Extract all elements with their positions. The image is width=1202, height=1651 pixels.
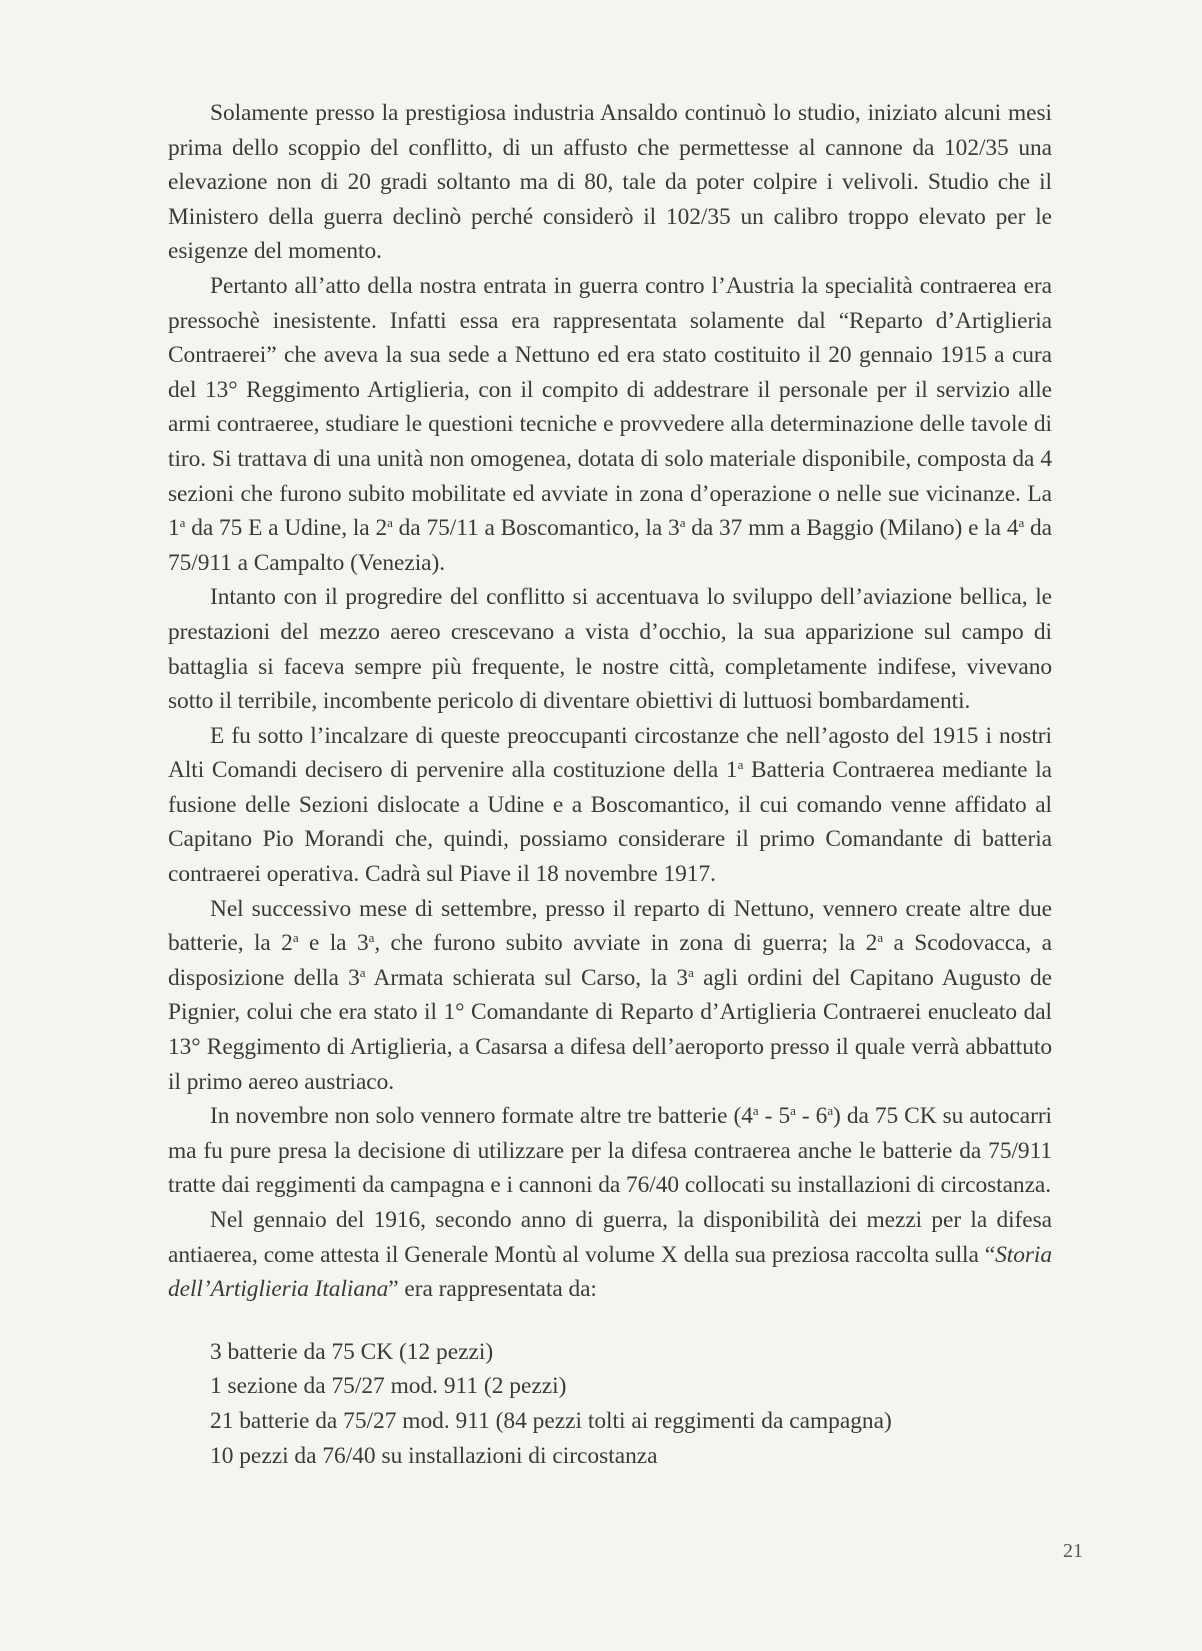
ordinal-superscript: a [688, 964, 694, 980]
ordinal-superscript: a [679, 515, 686, 531]
paragraph-p4 [168, 719, 1052, 892]
paragraph-p5 [168, 892, 1052, 1100]
text-run: ) da 75 CK su autocarri ma fu pure presa la decisione di utilizzare per la difesa contraerea anche le batterie da 75/911 tratte dai reggimenti da campagna e i cannoni da 76/40 collocati su installazioni di circostanza. [168, 1103, 1053, 1199]
list-item: 1 sezione da 75/27 mod. 911 (2 pezzi) [210, 1373, 567, 1400]
ordinal-superscript: a [752, 1103, 759, 1119]
text-run: - 6 [795, 1103, 828, 1130]
ordinal-superscript: a [292, 930, 299, 946]
ordinal-superscript: a [737, 757, 744, 773]
text-run: da 75/11 a Boscomantico, la 3 [392, 515, 680, 542]
list-item: 21 batterie da 75/27 mod. 911 (84 pezzi tolti ai reggimenti da campagna) [210, 1407, 892, 1434]
paragraph-p3 [168, 580, 1052, 718]
text-run: Armata schierata sul Carso, la 3 [365, 964, 689, 991]
ordinal-superscript: a [368, 930, 375, 946]
text-run: Solamente presso la prestigiosa industria Ansaldo continuò lo studio, iniziato alcuni mesi prima dello scoppio del conflitto, di un affusto che permettesse al cannone da 102/35 una elevazione non di 20 gradi soltanto ma di 80, tale da poter colpire i velivoli. Studio che il Ministero della guerra declinò perché considerò il 102/35 un calibro troppo elevato per le esigenze del momento. [168, 100, 1052, 265]
list-item: 3 batterie da 75 CK (12 pezzi) [210, 1338, 494, 1365]
ordinal-superscript: a [877, 930, 884, 946]
paragraph-p2 [168, 269, 1052, 580]
paragraph-p7 [168, 1203, 1052, 1307]
page-number: 21 [1063, 1540, 1083, 1562]
text-run: da 75/911 a Campalto (Venezia). [168, 515, 1053, 576]
ordinal-superscript: a [1018, 515, 1025, 531]
text-run: In novembre non solo vennero formate altre tre batterie (4 [210, 1103, 753, 1130]
equipment-list [210, 1335, 1052, 1473]
ordinal-superscript: a [827, 1103, 834, 1119]
text-run: ” era rappresentata da: [388, 1276, 597, 1303]
ordinal-superscript: a [387, 515, 393, 531]
book-title: Storia dell’Artiglieria Italiana [168, 1241, 1052, 1303]
text-run: a Scodovacca, a disposizione della 3 [168, 930, 1052, 991]
text-run: da 75 E a Udine, la 2 [185, 515, 388, 542]
list-item: 10 pezzi da 76/40 su installazioni di circostanza [210, 1442, 658, 1469]
text-run: e la 3 [298, 930, 369, 957]
text-run: Intanto con il progredire del conflitto si accentuava lo sviluppo dell’aviazione bellica, le prestazioni del mezzo aereo crescevano a vista d’occhio, la sua apparizione sul campo di battaglia si faceva sempre più frequente, le nostre città, completamente indifese, vivevano sotto il terribile, incombente pericolo di diventare obiettivi di luttuosi bombardamenti. [168, 584, 1052, 715]
page-body [168, 96, 1052, 1473]
text-flow [168, 96, 1052, 1307]
text-run: E fu sotto l’incalzare di queste preoccupanti circostanze che nell’agosto del 1915 i nostri Alti Comandi decisero di pervenire alla costituzione della 1 [168, 722, 1052, 784]
text-run: agli ordini del Capitano Augusto de Pignier, colui che era stato il 1° Comandante di Reparto d’Artiglieria Contraerei enucleato dal 13° Reggimento di Artiglieria, a Casarsa a difesa dell’aeroporto presso il quale verrà abbattuto il primo aereo austriaco. [168, 964, 1052, 1095]
ordinal-superscript: a [790, 1103, 796, 1119]
text-run: Pertanto all’atto della nostra entrata in guerra contro l’Austria la specialità contraerea era pressochè inesistente. Infatti essa era rappresentata solamente dal “Reparto d’Artiglieria Contraerei” che aveva la sua sede a Nettuno ed era stato costituito il 20 gennaio 1915 a cura del 13° Reggimento Artiglieria, con il compito di addestrare il personale per il servizio alle armi contraeree, studiare le questioni tecniche e provvedere alla determinazione delle tavole di tiro. Si trattava di una unità non omogenea, dotata di solo materiale disponibile, composta da 4 sezioni che furono subito mobilitate ed avviate in zona d’operazione o nelle sue vicinanze. La 1 [168, 272, 1052, 542]
paragraph-p1 [168, 96, 1052, 269]
ordinal-superscript: a [179, 515, 186, 531]
text-run: - 5 [758, 1103, 791, 1130]
text-run: Nel gennaio del 1916, secondo anno di guerra, la disponibilità dei mezzi per la difesa antiaerea, come attesta il Generale Montù al volume X della sua preziosa raccolta sulla “ [168, 1207, 1052, 1268]
text-run: Nel successivo mese di settembre, presso il reparto di Nettuno, vennero create altre due batterie, la 2 [168, 895, 1052, 957]
text-run: da 37 mm a Baggio (Milano) e la 4 [685, 515, 1019, 542]
text-run: Batteria Contraerea mediante la fusione delle Sezioni dislocate a Udine e a Boscomantico, il cui comando venne affidato al Capitano Pio Morandi che, quindi, possiamo considerare il primo Comandante di batteria contraerei operativa. Cadrà sul Piave il 18 novembre 1917. [168, 757, 1052, 888]
ordinal-superscript: a [359, 964, 366, 980]
text-run: , che furono subito avviate in zona di guerra; la 2 [374, 930, 878, 957]
paragraph-p6 [168, 1099, 1052, 1203]
